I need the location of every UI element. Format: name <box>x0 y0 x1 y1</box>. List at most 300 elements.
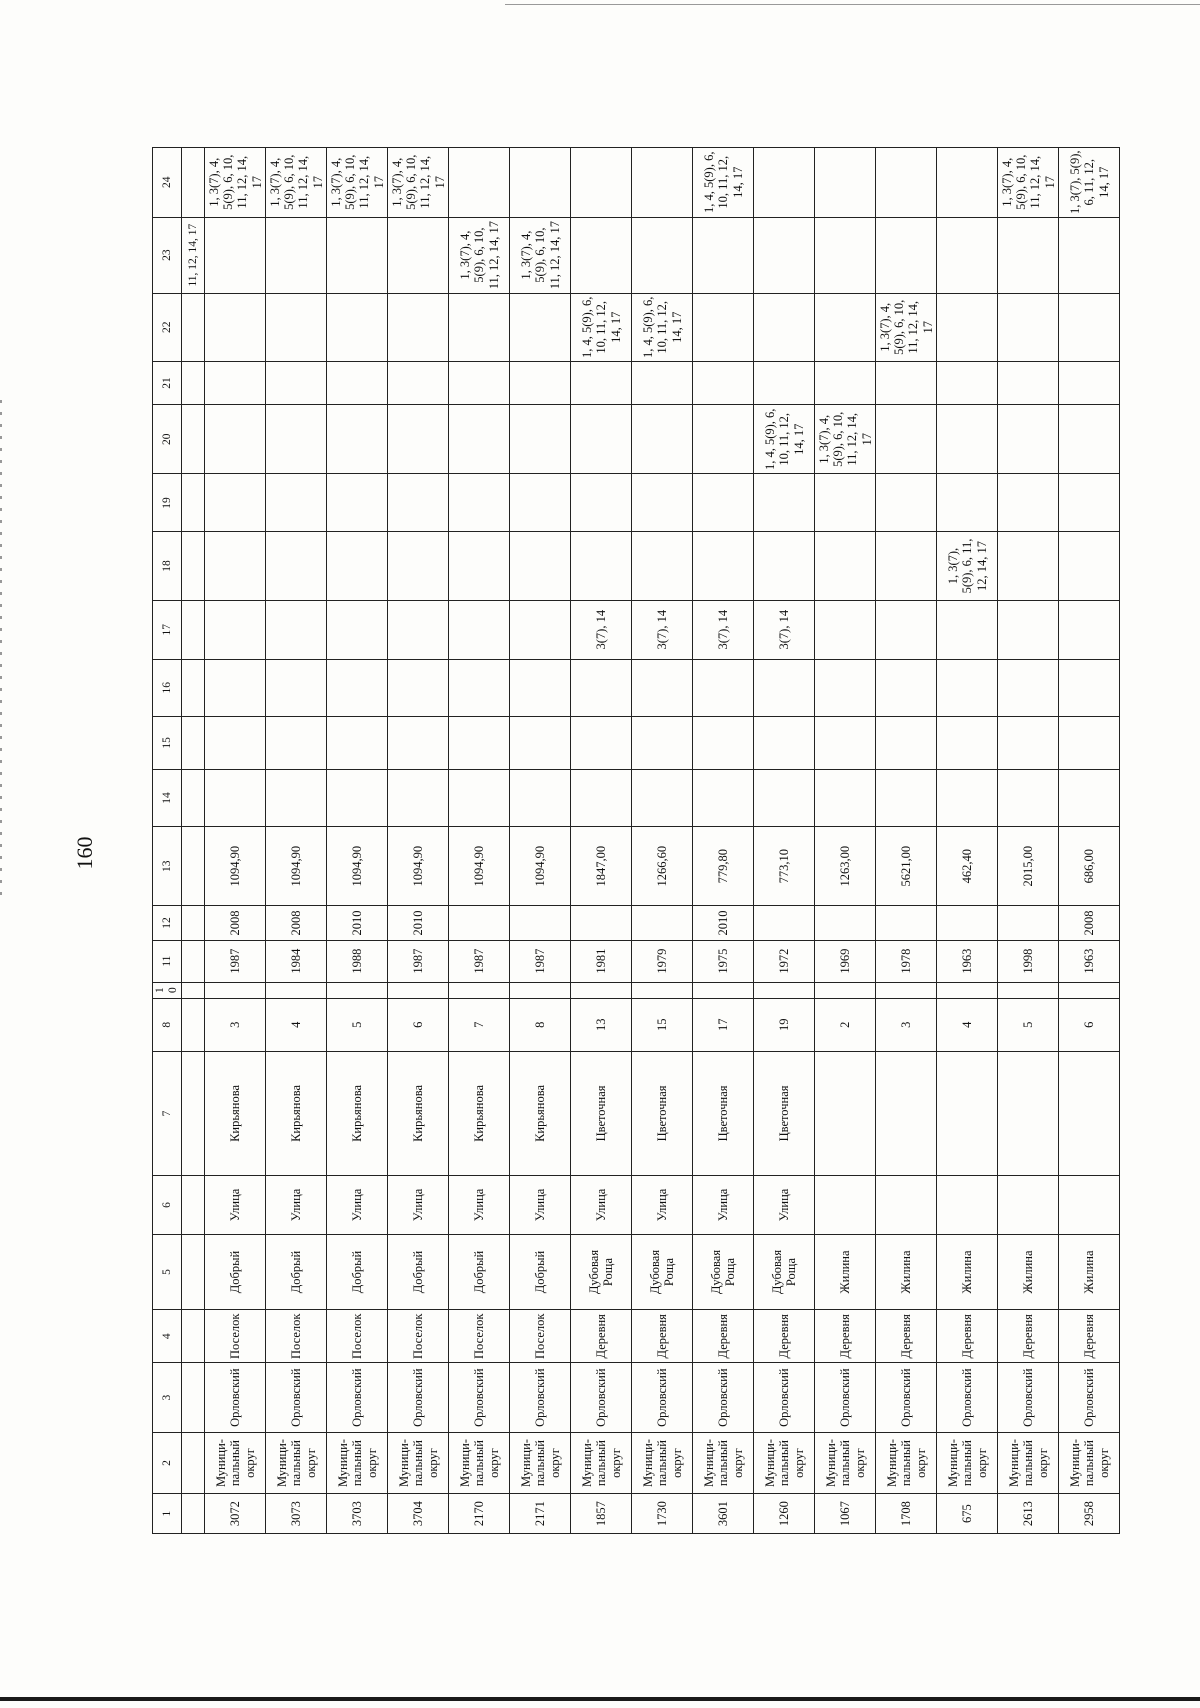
table-cell-col-22 <box>510 293 571 361</box>
table-cell-col-12 <box>876 906 937 940</box>
table-cell-col-7 <box>998 1051 1059 1175</box>
table-cell-col-20 <box>571 405 632 474</box>
table-cell-col-18 <box>388 532 449 600</box>
table-cell-col-10 <box>571 982 632 998</box>
table-cell-col-11: 1963 <box>1059 940 1120 982</box>
table-cell-col-19 <box>266 474 327 532</box>
table-cell-col-15 <box>388 716 449 769</box>
table-cell-col-1: 675 <box>937 1494 998 1534</box>
table-cell-col-1: 1708 <box>876 1494 937 1534</box>
table-cell-col-13: 686,00 <box>1059 826 1120 906</box>
table-cell-col-18 <box>998 532 1059 600</box>
column-number-cell: 4 <box>153 1310 182 1363</box>
table-cell-col-18 <box>632 532 693 600</box>
carry-over-cell <box>182 474 205 532</box>
table-cell-col-4: Деревня <box>571 1310 632 1363</box>
table-cell-col-8: 13 <box>571 998 632 1051</box>
column-number-cell: 1 <box>153 1494 182 1534</box>
table-cell-col-21 <box>876 361 937 404</box>
table-cell-col-11: 1972 <box>754 940 815 982</box>
table-cell-col-13: 773,10 <box>754 826 815 906</box>
table-cell-col-20 <box>266 405 327 474</box>
table-cell-col-1: 3703 <box>327 1494 388 1534</box>
table-cell-col-14 <box>266 770 327 827</box>
table-cell-col-1: 1260 <box>754 1494 815 1534</box>
table-cell-col-8: 3 <box>205 998 266 1051</box>
table-cell-col-2: Муници-пальный округ <box>693 1432 754 1493</box>
table-cell-col-5: Добрый <box>205 1235 266 1310</box>
table-cell-col-8: 7 <box>449 998 510 1051</box>
table-cell-col-18 <box>266 532 327 600</box>
table-cell-col-15 <box>998 716 1059 769</box>
table-cell-col-7 <box>876 1051 937 1175</box>
table-cell-col-20 <box>1059 405 1120 474</box>
table-cell-col-10 <box>266 982 327 998</box>
table-cell-col-3: Орловский <box>876 1363 937 1432</box>
table-cell-col-10 <box>510 982 571 998</box>
table-cell-col-11: 1978 <box>876 940 937 982</box>
table-cell-col-12: 2008 <box>1059 906 1120 940</box>
table-cell-col-24 <box>571 148 632 218</box>
table-cell-col-17: 3(7), 14 <box>632 600 693 659</box>
table-cell-col-23: 1, 3(7), 4, 5(9), 6, 10, 11, 12, 14, 17 <box>449 217 510 293</box>
table-cell-col-11: 1988 <box>327 940 388 982</box>
table-cell-col-22 <box>205 293 266 361</box>
table-row <box>693 148 754 1534</box>
table-cell-col-6: Улица <box>327 1175 388 1234</box>
table-cell-col-19 <box>876 474 937 532</box>
carry-over-cell <box>182 770 205 827</box>
table-cell-col-24 <box>449 148 510 218</box>
table-cell-col-13: 1263,00 <box>815 826 876 906</box>
table-cell-col-17 <box>510 600 571 659</box>
table-cell-col-1: 2613 <box>998 1494 1059 1534</box>
table-cell-col-19 <box>388 474 449 532</box>
table-cell-col-7 <box>815 1051 876 1175</box>
carry-over-cell <box>182 1051 205 1175</box>
column-number-cell: 24 <box>153 148 182 218</box>
table-cell-col-24 <box>876 148 937 218</box>
table-cell-col-2: Муници-пальный округ <box>632 1432 693 1493</box>
table-cell-col-16 <box>266 659 327 716</box>
table-cell-col-1: 2958 <box>1059 1494 1120 1534</box>
table-cell-col-23 <box>571 217 632 293</box>
table-cell-col-11: 1987 <box>449 940 510 982</box>
column-number-cell: 22 <box>153 293 182 361</box>
column-number-cell: 11 <box>153 940 182 982</box>
table-cell-col-21 <box>327 361 388 404</box>
column-number-row <box>153 148 182 1534</box>
table-cell-col-24 <box>510 148 571 218</box>
table-cell-col-18 <box>693 532 754 600</box>
table-cell-col-16 <box>510 659 571 716</box>
table-cell-col-15 <box>632 716 693 769</box>
table-cell-col-6: Улица <box>510 1175 571 1234</box>
table-cell-col-4: Деревня <box>754 1310 815 1363</box>
table-cell-col-21 <box>266 361 327 404</box>
table-cell-col-23 <box>937 217 998 293</box>
table-cell-col-15 <box>327 716 388 769</box>
table-cell-col-19 <box>693 474 754 532</box>
carry-over-cell <box>182 293 205 361</box>
table-cell-col-14 <box>632 770 693 827</box>
carry-over-cell <box>182 940 205 982</box>
table-cell-col-20 <box>937 405 998 474</box>
table-cell-col-23 <box>632 217 693 293</box>
table-cell-col-5: Добрый <box>449 1235 510 1310</box>
table-cell-col-22: 1, 4, 5(9), 6, 10, 11, 12, 14, 17 <box>571 293 632 361</box>
table-cell-col-4: Деревня <box>937 1310 998 1363</box>
table-cell-col-1: 1857 <box>571 1494 632 1534</box>
table-cell-col-23 <box>205 217 266 293</box>
carry-over-row <box>182 148 205 1534</box>
table-cell-col-3: Орловский <box>266 1363 327 1432</box>
table-cell-col-15 <box>205 716 266 769</box>
carry-over-cell <box>182 600 205 659</box>
table-cell-col-3: Орловский <box>510 1363 571 1432</box>
carry-over-cell <box>182 1175 205 1234</box>
table-cell-col-14 <box>693 770 754 827</box>
table-cell-col-22 <box>266 293 327 361</box>
table-cell-col-12: 2008 <box>205 906 266 940</box>
table-cell-col-24: 1, 3(7), 4, 5(9), 6, 10, 11, 12, 14, 17 <box>266 148 327 218</box>
table-cell-col-13: 462,40 <box>937 826 998 906</box>
column-number-cell: 5 <box>153 1235 182 1310</box>
table-cell-col-19 <box>571 474 632 532</box>
table-cell-col-16 <box>571 659 632 716</box>
table-cell-col-21 <box>815 361 876 404</box>
table-cell-col-15 <box>815 716 876 769</box>
table-cell-col-13: 2015,00 <box>998 826 1059 906</box>
table-cell-col-23 <box>754 217 815 293</box>
table-cell-col-14 <box>754 770 815 827</box>
table-cell-col-7: Цветочная <box>754 1051 815 1175</box>
table-cell-col-10 <box>449 982 510 998</box>
table-cell-col-22 <box>815 293 876 361</box>
table-cell-col-19 <box>205 474 266 532</box>
table-cell-col-8: 6 <box>388 998 449 1051</box>
table-cell-col-13: 1847,00 <box>571 826 632 906</box>
table-cell-col-15 <box>693 716 754 769</box>
table-cell-col-13: 1094,90 <box>510 826 571 906</box>
table-cell-col-2: Муници-пальный округ <box>510 1432 571 1493</box>
table-cell-col-13: 1094,90 <box>266 826 327 906</box>
table-cell-col-5: Жилина <box>876 1235 937 1310</box>
table-cell-col-17 <box>937 600 998 659</box>
carry-over-cell <box>182 1494 205 1534</box>
table-cell-col-10 <box>327 982 388 998</box>
table-cell-col-11: 1987 <box>388 940 449 982</box>
table-cell-col-10 <box>388 982 449 998</box>
table-cell-col-24: 1, 3(7), 4, 5(9), 6, 10, 11, 12, 14, 17 <box>327 148 388 218</box>
column-number-cell: 3 <box>153 1363 182 1432</box>
table-cell-col-7 <box>937 1051 998 1175</box>
table-cell-col-7: Цветочная <box>571 1051 632 1175</box>
table-cell-col-20 <box>510 405 571 474</box>
table-cell-col-4: Деревня <box>1059 1310 1120 1363</box>
table-cell-col-19 <box>998 474 1059 532</box>
table-cell-col-11: 1998 <box>998 940 1059 982</box>
table-cell-col-18: 1, 3(7), 5(9), 6, 11, 12, 14, 17 <box>937 532 998 600</box>
table-cell-col-13: 1094,90 <box>449 826 510 906</box>
scan-edge-marks <box>0 400 2 900</box>
table-cell-col-15 <box>1059 716 1120 769</box>
table-cell-col-16 <box>388 659 449 716</box>
table-cell-col-19 <box>327 474 388 532</box>
table-cell-col-4: Поселок <box>266 1310 327 1363</box>
column-number-cell: 14 <box>153 770 182 827</box>
table-cell-col-16 <box>937 659 998 716</box>
table-cell-col-18 <box>327 532 388 600</box>
table-cell-col-20: 1, 4, 5(9), 6, 10, 11, 12, 14, 17 <box>754 405 815 474</box>
table-cell-col-10 <box>1059 982 1120 998</box>
table-cell-col-18 <box>571 532 632 600</box>
table-cell-col-13: 1094,90 <box>205 826 266 906</box>
table-cell-col-11: 1963 <box>937 940 998 982</box>
table-cell-col-20: 1, 3(7), 4, 5(9), 6, 10, 11, 12, 14, 17 <box>815 405 876 474</box>
table-cell-col-16 <box>998 659 1059 716</box>
table-cell-col-22 <box>327 293 388 361</box>
table-cell-col-17 <box>815 600 876 659</box>
table-cell-col-22 <box>693 293 754 361</box>
table-cell-col-5: Добрый <box>327 1235 388 1310</box>
table-cell-col-6: Улица <box>693 1175 754 1234</box>
table-cell-col-19 <box>754 474 815 532</box>
table-cell-col-7: Кирьянова <box>510 1051 571 1175</box>
table-cell-col-8: 5 <box>327 998 388 1051</box>
table-cell-col-20 <box>998 405 1059 474</box>
table-cell-col-1: 3073 <box>266 1494 327 1534</box>
table-row <box>754 148 815 1534</box>
table-cell-col-17 <box>1059 600 1120 659</box>
table-cell-col-8: 3 <box>876 998 937 1051</box>
table-cell-col-16 <box>205 659 266 716</box>
column-number-cell: 7 <box>153 1051 182 1175</box>
table-cell-col-24: 1, 4, 5(9), 6, 10, 11, 12, 14, 17 <box>693 148 754 218</box>
table-cell-col-21 <box>510 361 571 404</box>
table-cell-col-14 <box>510 770 571 827</box>
table-cell-col-2: Муници-пальный округ <box>876 1432 937 1493</box>
table-cell-col-11: 1987 <box>510 940 571 982</box>
table-cell-col-20 <box>876 405 937 474</box>
table-cell-col-15 <box>449 716 510 769</box>
table-cell-col-20 <box>327 405 388 474</box>
table-cell-col-5: Жилина <box>998 1235 1059 1310</box>
table-row <box>571 148 632 1534</box>
table-cell-col-15 <box>937 716 998 769</box>
table-cell-col-14 <box>876 770 937 827</box>
column-number-cell: 20 <box>153 405 182 474</box>
table-cell-col-1: 1067 <box>815 1494 876 1534</box>
table-cell-col-5: Дубовая Роща <box>693 1235 754 1310</box>
table-cell-col-2: Муници-пальный округ <box>937 1432 998 1493</box>
table-cell-col-12: 2010 <box>693 906 754 940</box>
table-cell-col-11: 1984 <box>266 940 327 982</box>
table-cell-col-20 <box>388 405 449 474</box>
table-cell-col-6: Улица <box>632 1175 693 1234</box>
column-number-cell: 6 <box>153 1175 182 1234</box>
table-cell-col-21 <box>754 361 815 404</box>
table-cell-col-11: 1981 <box>571 940 632 982</box>
table-row <box>632 148 693 1534</box>
table-cell-col-10 <box>205 982 266 998</box>
table-cell-col-5: Добрый <box>266 1235 327 1310</box>
table-cell-col-3: Орловский <box>388 1363 449 1432</box>
table-cell-col-7: Цветочная <box>632 1051 693 1175</box>
table-cell-col-20 <box>693 405 754 474</box>
table-row <box>998 148 1059 1534</box>
table-cell-col-15 <box>510 716 571 769</box>
table-cell-col-20 <box>449 405 510 474</box>
carry-over-cell <box>182 1432 205 1493</box>
table-cell-col-17: 3(7), 14 <box>754 600 815 659</box>
table-cell-col-23 <box>388 217 449 293</box>
table-cell-col-16 <box>876 659 937 716</box>
table-cell-col-18 <box>510 532 571 600</box>
table-cell-col-6 <box>998 1175 1059 1234</box>
column-number-cell: 8 <box>153 998 182 1051</box>
table-cell-col-2: Муници-пальный округ <box>998 1432 1059 1493</box>
carry-over-cell <box>182 148 205 218</box>
table-cell-col-10 <box>754 982 815 998</box>
housing-register-table <box>152 147 1120 1534</box>
table-cell-col-20 <box>205 405 266 474</box>
table-cell-col-1: 3704 <box>388 1494 449 1534</box>
table-cell-col-12 <box>632 906 693 940</box>
table-cell-col-1: 2170 <box>449 1494 510 1534</box>
table-cell-col-22 <box>449 293 510 361</box>
table-cell-col-6 <box>937 1175 998 1234</box>
table-cell-col-21 <box>449 361 510 404</box>
carry-over-cell <box>182 982 205 998</box>
column-number-cell: 17 <box>153 600 182 659</box>
table-cell-col-17: 3(7), 14 <box>571 600 632 659</box>
table-cell-col-2: Муници-пальный округ <box>449 1432 510 1493</box>
table-cell-col-12 <box>571 906 632 940</box>
table-cell-col-4: Поселок <box>449 1310 510 1363</box>
table-cell-col-10 <box>998 982 1059 998</box>
table-row <box>266 148 327 1534</box>
carry-over-cell <box>182 361 205 404</box>
table-cell-col-22 <box>998 293 1059 361</box>
table-cell-col-13: 1266,60 <box>632 826 693 906</box>
table-cell-col-17 <box>327 600 388 659</box>
table-cell-col-1: 2171 <box>510 1494 571 1534</box>
table-cell-col-11: 1987 <box>205 940 266 982</box>
table-cell-col-6: Улица <box>266 1175 327 1234</box>
table-cell-col-5: Добрый <box>388 1235 449 1310</box>
table-row <box>205 148 266 1534</box>
table-cell-col-7 <box>1059 1051 1120 1175</box>
carry-over-cell <box>182 826 205 906</box>
table-cell-col-16 <box>449 659 510 716</box>
table-cell-col-22 <box>388 293 449 361</box>
table-cell-col-16 <box>632 659 693 716</box>
table-cell-col-7: Кирьянова <box>266 1051 327 1175</box>
table-cell-col-8: 4 <box>266 998 327 1051</box>
table-cell-col-23: 1, 3(7), 4, 5(9), 6, 10, 11, 12, 14, 17 <box>510 217 571 293</box>
table-cell-col-5: Жилина <box>815 1235 876 1310</box>
table-cell-col-12 <box>937 906 998 940</box>
carry-over-cell <box>182 405 205 474</box>
carry-over-cell <box>182 998 205 1051</box>
table-cell-col-22: 1, 3(7), 4, 5(9), 6, 10, 11, 12, 14, 17 <box>876 293 937 361</box>
table-cell-col-19 <box>815 474 876 532</box>
table-cell-col-11: 1969 <box>815 940 876 982</box>
table-cell-col-17 <box>205 600 266 659</box>
table-cell-col-22: 1, 4, 5(9), 6, 10, 11, 12, 14, 17 <box>632 293 693 361</box>
table-cell-col-2: Муници-пальный округ <box>815 1432 876 1493</box>
table-cell-col-15 <box>876 716 937 769</box>
table-cell-col-10 <box>693 982 754 998</box>
column-number-cell: 13 <box>153 826 182 906</box>
table-cell-col-2: Муници-пальный округ <box>327 1432 388 1493</box>
table-cell-col-21 <box>693 361 754 404</box>
table-cell-col-6: Улица <box>388 1175 449 1234</box>
table-cell-col-14 <box>937 770 998 827</box>
table-cell-col-8: 8 <box>510 998 571 1051</box>
table-cell-col-12 <box>754 906 815 940</box>
table-cell-col-8: 15 <box>632 998 693 1051</box>
table-cell-col-16 <box>815 659 876 716</box>
carry-over-cell <box>182 1310 205 1363</box>
table-cell-col-23 <box>327 217 388 293</box>
column-number-cell: 21 <box>153 361 182 404</box>
carry-over-cell <box>182 1235 205 1310</box>
table-cell-col-8: 5 <box>998 998 1059 1051</box>
table-cell-col-21 <box>937 361 998 404</box>
table-cell-col-14 <box>449 770 510 827</box>
table-cell-col-2: Муници-пальный округ <box>266 1432 327 1493</box>
table-cell-col-24 <box>815 148 876 218</box>
carry-over-cell: 11, 12, 14, 17 <box>182 217 205 293</box>
table-cell-col-5: Дубовая Роща <box>754 1235 815 1310</box>
table-cell-col-8: 17 <box>693 998 754 1051</box>
table-cell-col-5: Жилина <box>1059 1235 1120 1310</box>
table-row <box>449 148 510 1534</box>
table-cell-col-3: Орловский <box>205 1363 266 1432</box>
table-cell-col-16 <box>1059 659 1120 716</box>
table-cell-col-19 <box>510 474 571 532</box>
top-edge-rule <box>505 4 1200 5</box>
carry-over-cell <box>182 1363 205 1432</box>
table-cell-col-19 <box>1059 474 1120 532</box>
table-cell-col-23 <box>815 217 876 293</box>
register-table-frame <box>152 147 1111 1534</box>
table-cell-col-2: Муници-пальный округ <box>1059 1432 1120 1493</box>
table-cell-col-4: Деревня <box>876 1310 937 1363</box>
table-cell-col-24: 1, 3(7), 4, 5(9), 6, 10, 11, 12, 14, 17 <box>205 148 266 218</box>
table-cell-col-7: Кирьянова <box>205 1051 266 1175</box>
table-cell-col-8: 19 <box>754 998 815 1051</box>
table-cell-col-21 <box>998 361 1059 404</box>
table-cell-col-3: Орловский <box>693 1363 754 1432</box>
table-cell-col-24: 1, 3(7), 5(9), 6, 11, 12, 14, 17 <box>1059 148 1120 218</box>
table-cell-col-19 <box>449 474 510 532</box>
table-cell-col-14 <box>327 770 388 827</box>
table-cell-col-18 <box>205 532 266 600</box>
table-cell-col-23 <box>1059 217 1120 293</box>
table-body <box>153 148 1120 1534</box>
table-cell-col-20 <box>632 405 693 474</box>
table-cell-col-6 <box>815 1175 876 1234</box>
table-cell-col-2: Муници-пальный округ <box>205 1432 266 1493</box>
table-cell-col-12: 2010 <box>327 906 388 940</box>
table-cell-col-22 <box>937 293 998 361</box>
table-cell-col-24: 1, 3(7), 4, 5(9), 6, 10, 11, 12, 14, 17 <box>998 148 1059 218</box>
table-cell-col-3: Орловский <box>754 1363 815 1432</box>
table-cell-col-2: Муници-пальный округ <box>571 1432 632 1493</box>
